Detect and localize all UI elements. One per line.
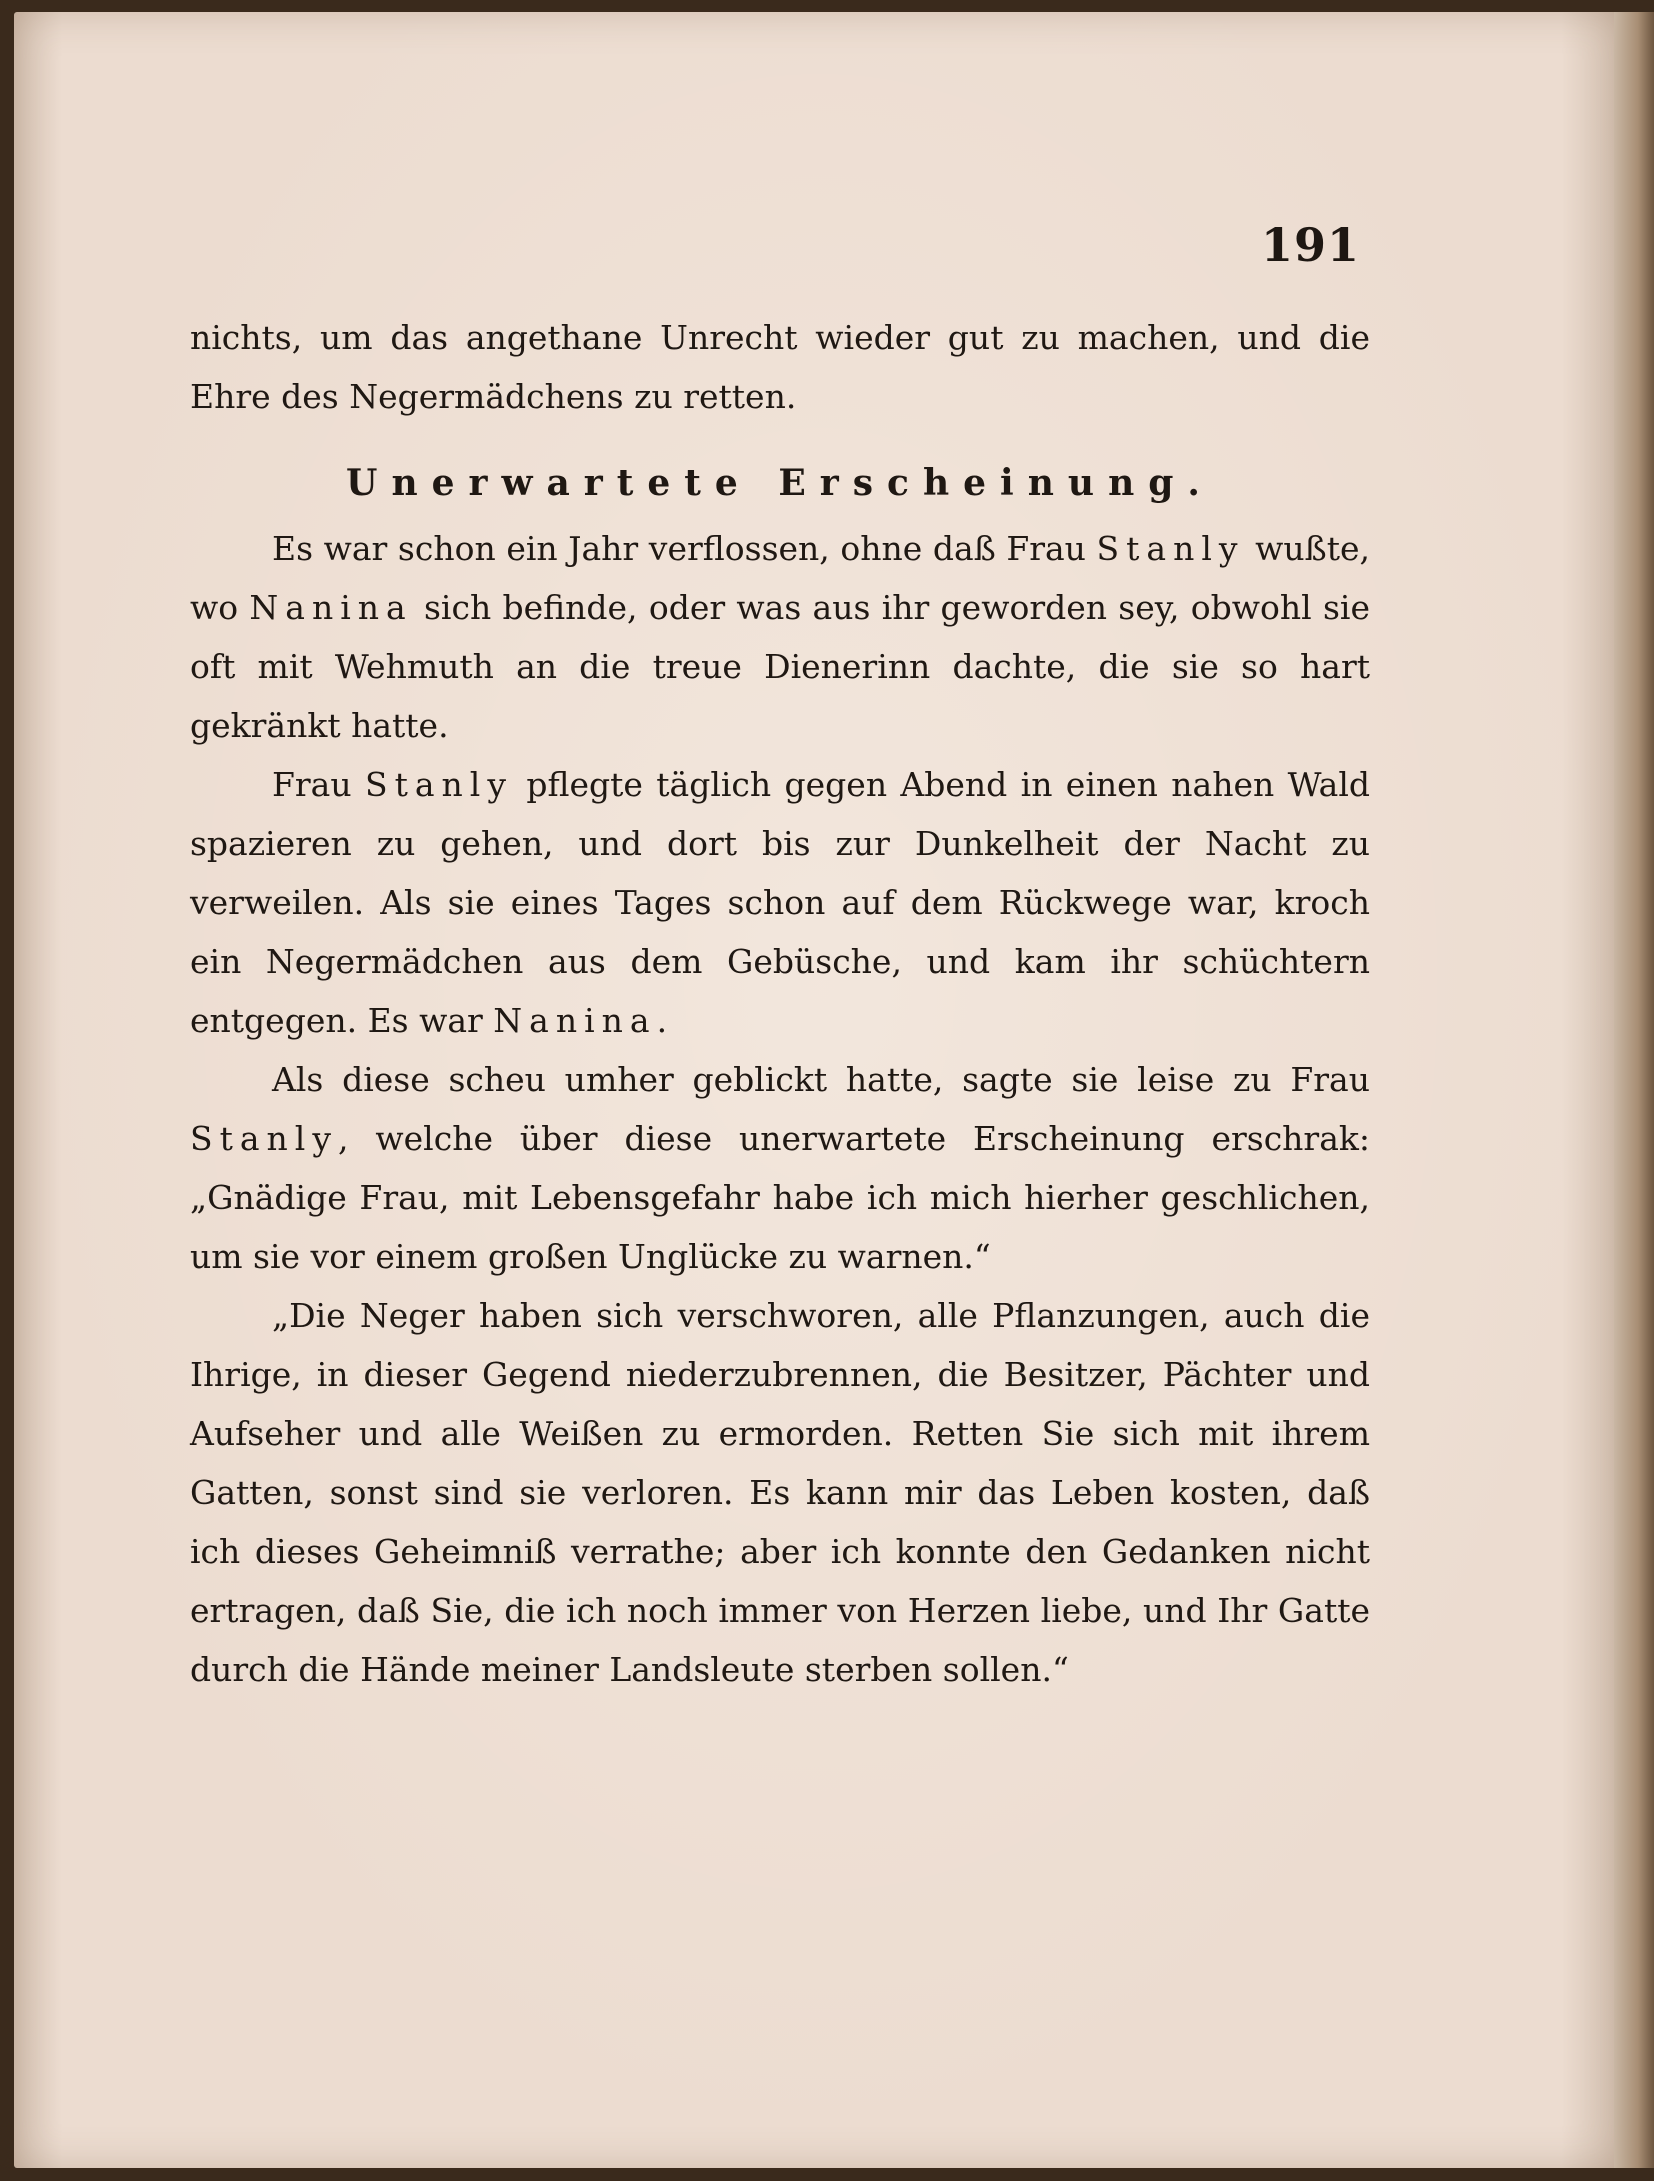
text-run: , welche über diese unerwartete Erscheinung erschrak: „Gnädige Frau, mit Lebensgefahr habe ich mich hierher geschlichen, um sie vor einem großen Unglücke zu warnen.“	[190, 1119, 1370, 1276]
paragraph-3	[190, 1050, 1370, 1286]
name-stanly: Stanly	[364, 765, 513, 804]
name-stanly: Stanly	[190, 1119, 338, 1158]
text-run: Frau	[272, 765, 365, 804]
text-run: Als diese scheu umher geblickt hatte, sagte sie leise zu Frau	[272, 1060, 1370, 1099]
text-run: Es war schon ein Jahr verflossen, ohne daß Frau	[272, 529, 1097, 568]
paragraph-continued: nichts, um das angethane Unrecht wieder gut zu machen, und die Ehre des Negermädchens zu retten.	[190, 318, 1370, 416]
name-nanina: Nanina	[249, 588, 413, 627]
section-heading: Unerwartete Erscheinung.	[346, 462, 1214, 504]
page-edge	[1614, 12, 1654, 2168]
text-run: .	[656, 1001, 668, 1040]
paragraph-4: „Die Neger haben sich verschworen, alle Pflanzungen, auch die Ihrige, in dieser Gegend niederzubrennen, die Besitzer, Pächter und Aufseher und alle Weißen zu ermorden. Retten Sie sich mit ihrem Gatten, sonst sind sie verloren. Es kann mir das Leben kosten, daß ich dieses Geheimniß verrathe; aber ich konnte den Gedanken nicht ertragen, daß Sie, die ich noch immer von Herzen liebe, und Ihr Gatte durch die Hände meiner Landsleute sterben sollen.“	[190, 1296, 1370, 1689]
text-run: pflegte täglich gegen Abend in einen nahen Wald spazieren zu gehen, und dort bis zur Dunkelheit der Nacht zu verweilen. Als sie eines Tages schon auf dem Rückwege war, kroch ein Negermädchen aus dem Gebüsche, und kam ihr schüchtern entgegen. Es war	[190, 765, 1371, 1040]
text-run: wußte, wo	[190, 529, 1370, 627]
page-number: 191	[1260, 218, 1360, 272]
name-stanly: Stanly	[1096, 529, 1245, 568]
text-run: sich befinde, oder was aus ihr geworden sey, obwohl sie oft mit Wehmuth an die treue Dienerinn dachte, die sie so hart gekränkt hatte.	[190, 588, 1370, 745]
paragraph-1	[190, 519, 1370, 755]
page-text	[190, 308, 1370, 1699]
paragraph-2	[190, 755, 1370, 1050]
name-nanina: Nanina	[493, 1001, 657, 1040]
